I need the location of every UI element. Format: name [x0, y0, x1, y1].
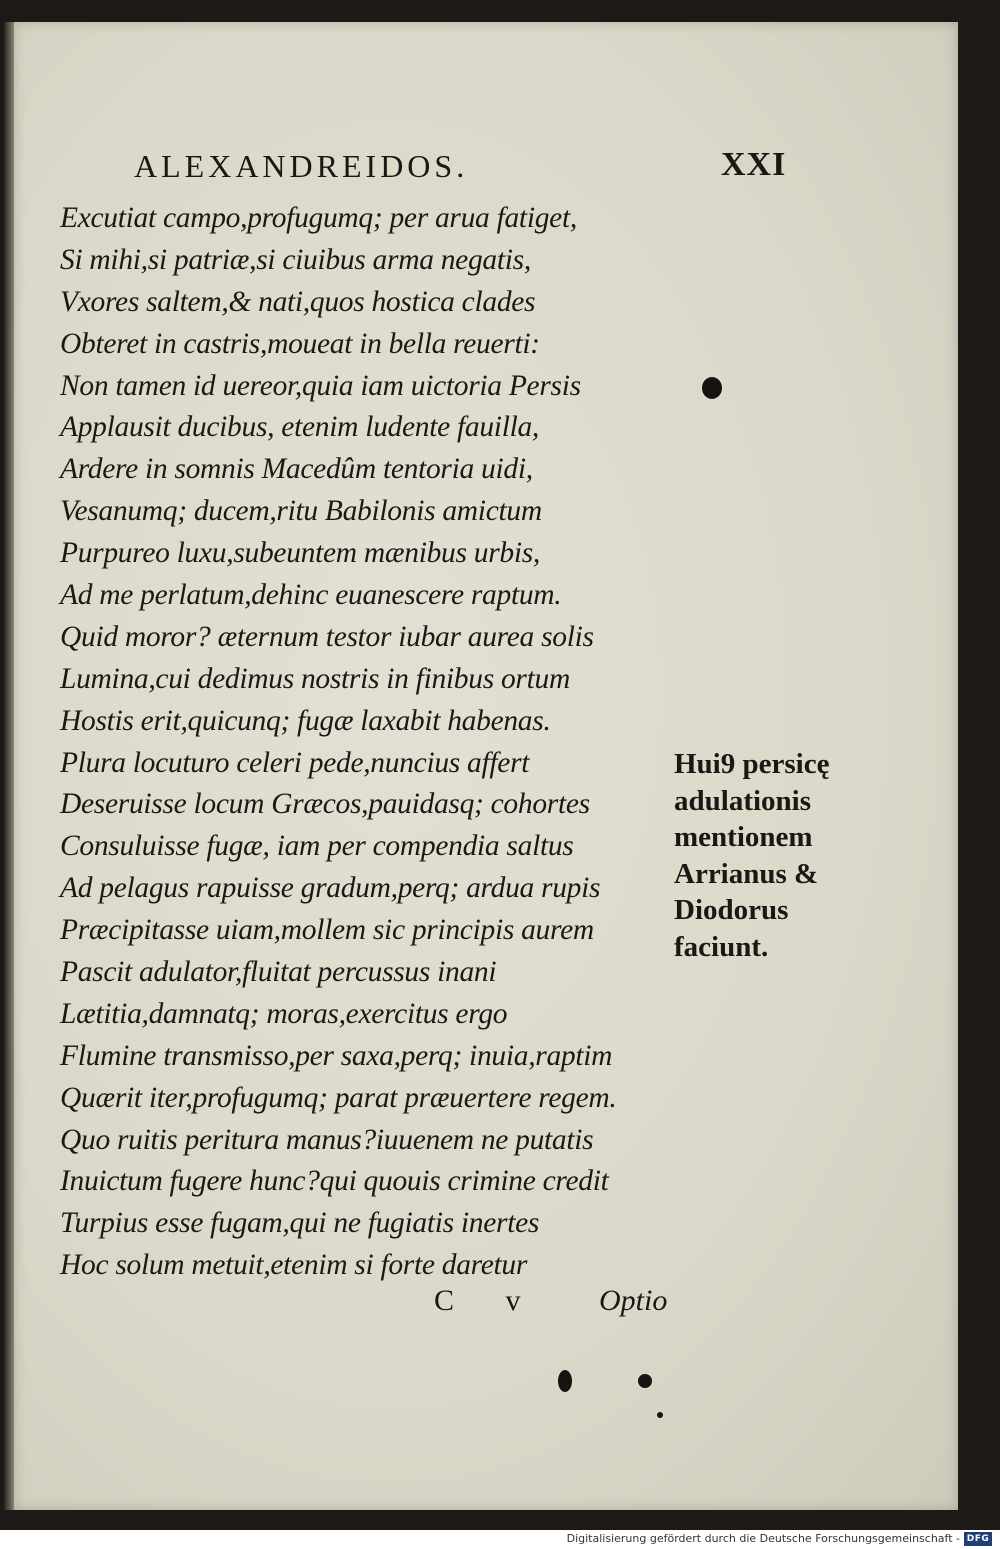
dfg-logo: DFG	[964, 1532, 992, 1546]
marginal-note-line: faciunt.	[674, 930, 769, 963]
marginal-note	[674, 746, 874, 965]
verse-line: Vxores saltem,& nati,quos hostica clades	[60, 285, 536, 318]
ink-blot	[657, 1412, 663, 1418]
verse-line: Ardere in somnis Macedûm tentoria uidi,	[60, 453, 533, 486]
verse-line: Ad me perlatum,dehinc euanescere raptum.	[60, 579, 562, 612]
verse-block	[60, 198, 700, 1287]
folio-number: XXI	[721, 146, 787, 183]
verse-line: Vesanumq; ducem,ritu Babilonis amictum	[60, 495, 542, 528]
verse-line: Quid moror? æternum testor iubar aurea solis	[60, 620, 594, 653]
marginal-note-line: mentionem	[674, 821, 813, 853]
signature-mark: C v	[434, 1284, 543, 1317]
verse-line: Si mihi,si patriæ,si ciuibus arma negatis,	[60, 243, 531, 276]
verse-line: Obteret in castris,moueat in bella reuerti:	[60, 327, 540, 360]
marginal-note-line: Diodorus	[674, 894, 789, 926]
marginal-note-line: adulationis	[674, 784, 811, 817]
book-page	[14, 22, 958, 1510]
verse-line: Applausit ducibus, etenim ludente fauilla,	[60, 411, 540, 444]
verse-line: Inuictum fugere hunc?qui quouis crimine credit	[60, 1165, 609, 1198]
verse-line: Consuluisse fugæ, iam per compendia saltus	[60, 830, 574, 863]
running-head: ALEXANDREIDOS.	[134, 148, 469, 184]
verse-line: Lumina,cui dedimus nostris in finibus ortum	[60, 662, 570, 695]
funding-credit: Digitalisierung gefördert durch die Deutsche Forschungsgemeinschaft -	[566, 1532, 960, 1545]
verse-line: Pascit adulator,fluitat percussus inani	[60, 956, 497, 989]
verse-line: Præcipitasse uiam,mollem sic principis aurem	[60, 914, 594, 947]
verse-line: Flumine transmisso,per saxa,perq; inuia,raptim	[60, 1039, 613, 1072]
verse-line: Quo ruitis peritura manus?iuuenem ne putatis	[60, 1123, 594, 1156]
verse-line: Deseruisse locum Græcos,pauidasq; cohortes	[60, 788, 590, 821]
verse-line: Hoc solum metuit,etenim si forte daretur	[60, 1249, 528, 1282]
ink-blot	[558, 1370, 572, 1392]
verse-line: Non tamen id uereor,quia iam uictoria Persis	[60, 369, 581, 402]
verse-line: Lætitia,damnatq; moras,exercitus ergo	[60, 997, 508, 1030]
ink-blot	[702, 377, 722, 399]
verse-line: Purpureo luxu,subeuntem mænibus urbis,	[60, 537, 540, 570]
marginal-note-line: Arrianus &	[674, 857, 819, 890]
verse-line: Plura locuturo celeri pede,nuncius affert	[60, 746, 530, 779]
verse-line: Excutiat campo,profugumq; per arua fatiget,	[60, 202, 577, 234]
verse-line: Hostis erit,quicunq; fugæ laxabit habenas.	[60, 704, 551, 737]
verse-line: Ad pelagus rapuisse gradum,perq; ardua rupis	[60, 872, 601, 905]
marginal-note-line: Hui9 persicę	[674, 748, 830, 780]
catchword: Optio	[599, 1284, 668, 1317]
ink-blot	[638, 1374, 652, 1388]
verse-line: Turpius esse fugam,qui ne fugiatis inertes	[60, 1207, 540, 1240]
verse-line: Quærit iter,profugumq; parat præuertere regem.	[60, 1081, 617, 1114]
